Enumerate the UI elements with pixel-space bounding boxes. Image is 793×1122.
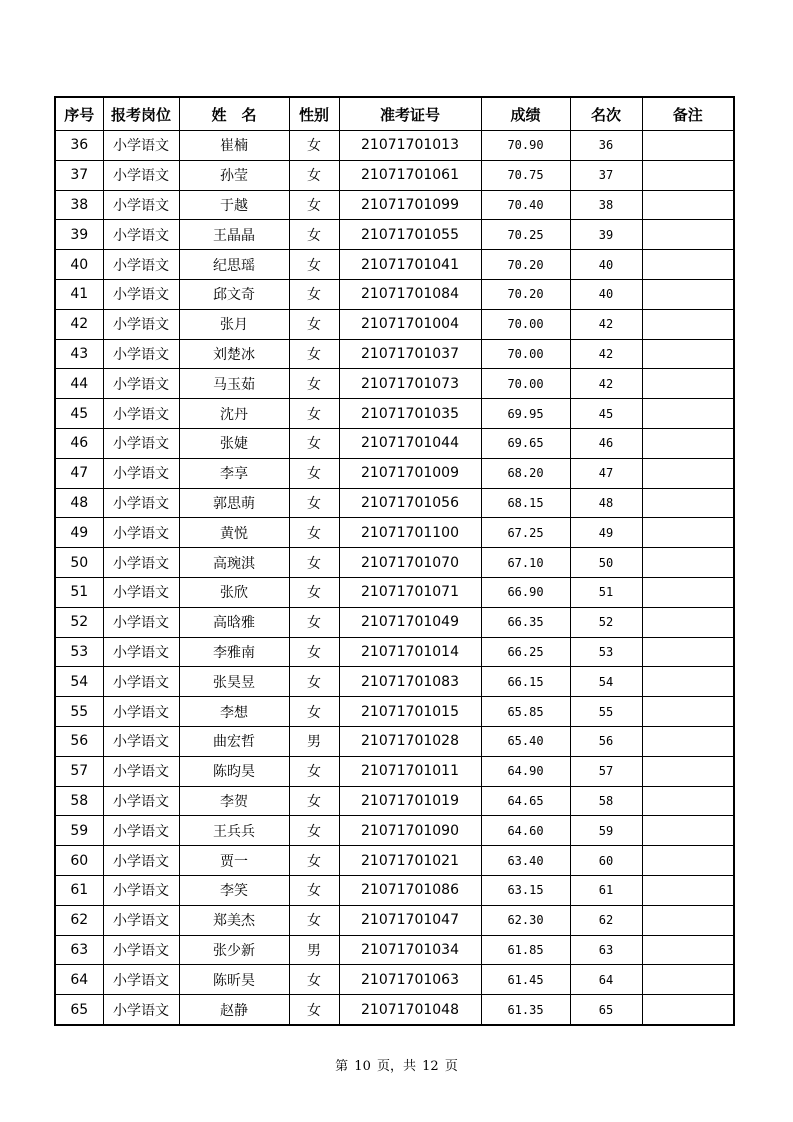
cell-rank: 58 bbox=[570, 786, 642, 816]
table-row bbox=[55, 190, 734, 220]
header-exam-id: 准考证号 bbox=[339, 97, 481, 131]
footer-suffix: 页 bbox=[444, 1059, 458, 1074]
cell-note bbox=[642, 786, 734, 816]
cell-no: 52 bbox=[55, 607, 103, 637]
cell-exam-id: 21071701019 bbox=[339, 786, 481, 816]
cell-score: 70.00 bbox=[481, 339, 570, 369]
cell-no: 62 bbox=[55, 905, 103, 935]
cell-gender: 男 bbox=[289, 726, 339, 756]
cell-exam-id: 21071701035 bbox=[339, 399, 481, 429]
cell-name: 赵静 bbox=[179, 995, 289, 1025]
cell-no: 60 bbox=[55, 846, 103, 876]
cell-note bbox=[642, 995, 734, 1025]
cell-no: 65 bbox=[55, 995, 103, 1025]
cell-name: 张少新 bbox=[179, 935, 289, 965]
cell-rank: 65 bbox=[570, 995, 642, 1025]
cell-no: 42 bbox=[55, 309, 103, 339]
cell-name: 黄悦 bbox=[179, 518, 289, 548]
cell-rank: 39 bbox=[570, 220, 642, 250]
cell-gender: 女 bbox=[289, 965, 339, 995]
table-row bbox=[55, 250, 734, 280]
cell-score: 63.40 bbox=[481, 846, 570, 876]
header-note: 备注 bbox=[642, 97, 734, 131]
cell-score: 67.25 bbox=[481, 518, 570, 548]
cell-exam-id: 21071701048 bbox=[339, 995, 481, 1025]
table-row bbox=[55, 548, 734, 578]
cell-exam-id: 21071701041 bbox=[339, 250, 481, 280]
cell-name: 崔楠 bbox=[179, 131, 289, 161]
cell-score: 63.15 bbox=[481, 875, 570, 905]
cell-post: 小学语文 bbox=[103, 399, 179, 429]
cell-note bbox=[642, 905, 734, 935]
cell-exam-id: 21071701083 bbox=[339, 667, 481, 697]
cell-rank: 50 bbox=[570, 548, 642, 578]
cell-exam-id: 21071701044 bbox=[339, 428, 481, 458]
cell-name: 刘楚冰 bbox=[179, 339, 289, 369]
cell-gender: 女 bbox=[289, 607, 339, 637]
cell-score: 61.85 bbox=[481, 935, 570, 965]
cell-gender: 女 bbox=[289, 756, 339, 786]
cell-gender: 女 bbox=[289, 369, 339, 399]
cell-exam-id: 21071701086 bbox=[339, 875, 481, 905]
cell-score: 69.95 bbox=[481, 399, 570, 429]
cell-name: 李想 bbox=[179, 697, 289, 727]
cell-post: 小学语文 bbox=[103, 190, 179, 220]
table-row bbox=[55, 846, 734, 876]
cell-post: 小学语文 bbox=[103, 816, 179, 846]
cell-score: 64.90 bbox=[481, 756, 570, 786]
cell-post: 小学语文 bbox=[103, 607, 179, 637]
cell-post: 小学语文 bbox=[103, 905, 179, 935]
cell-exam-id: 21071701004 bbox=[339, 309, 481, 339]
cell-rank: 38 bbox=[570, 190, 642, 220]
cell-rank: 42 bbox=[570, 369, 642, 399]
cell-post: 小学语文 bbox=[103, 160, 179, 190]
cell-exam-id: 21071701063 bbox=[339, 965, 481, 995]
cell-note bbox=[642, 518, 734, 548]
cell-no: 56 bbox=[55, 726, 103, 756]
cell-gender: 女 bbox=[289, 637, 339, 667]
cell-score: 70.20 bbox=[481, 250, 570, 280]
cell-post: 小学语文 bbox=[103, 726, 179, 756]
footer-current-page: 10 bbox=[354, 1059, 371, 1074]
cell-gender: 女 bbox=[289, 458, 339, 488]
cell-no: 44 bbox=[55, 369, 103, 399]
cell-no: 50 bbox=[55, 548, 103, 578]
cell-name: 沈丹 bbox=[179, 399, 289, 429]
cell-note bbox=[642, 756, 734, 786]
cell-no: 54 bbox=[55, 667, 103, 697]
cell-gender: 女 bbox=[289, 428, 339, 458]
cell-no: 45 bbox=[55, 399, 103, 429]
table-row bbox=[55, 995, 734, 1025]
cell-name: 王兵兵 bbox=[179, 816, 289, 846]
cell-rank: 60 bbox=[570, 846, 642, 876]
cell-note bbox=[642, 160, 734, 190]
cell-score: 70.75 bbox=[481, 160, 570, 190]
table-row bbox=[55, 399, 734, 429]
cell-exam-id: 21071701028 bbox=[339, 726, 481, 756]
cell-name: 李享 bbox=[179, 458, 289, 488]
cell-no: 59 bbox=[55, 816, 103, 846]
cell-note bbox=[642, 220, 734, 250]
cell-rank: 48 bbox=[570, 488, 642, 518]
header-name: 姓 名 bbox=[179, 97, 289, 131]
cell-score: 64.65 bbox=[481, 786, 570, 816]
footer-middle: 页，共 bbox=[376, 1059, 416, 1074]
cell-name: 贾一 bbox=[179, 846, 289, 876]
table-row bbox=[55, 875, 734, 905]
cell-no: 41 bbox=[55, 279, 103, 309]
cell-no: 48 bbox=[55, 488, 103, 518]
cell-score: 61.45 bbox=[481, 965, 570, 995]
table-row bbox=[55, 279, 734, 309]
cell-name: 曲宏哲 bbox=[179, 726, 289, 756]
cell-rank: 40 bbox=[570, 250, 642, 280]
cell-name: 张月 bbox=[179, 309, 289, 339]
cell-no: 38 bbox=[55, 190, 103, 220]
cell-rank: 52 bbox=[570, 607, 642, 637]
cell-exam-id: 21071701090 bbox=[339, 816, 481, 846]
cell-name: 张昊昱 bbox=[179, 667, 289, 697]
table-row bbox=[55, 816, 734, 846]
cell-score: 65.40 bbox=[481, 726, 570, 756]
cell-name: 张婕 bbox=[179, 428, 289, 458]
cell-gender: 女 bbox=[289, 160, 339, 190]
cell-exam-id: 21071701071 bbox=[339, 577, 481, 607]
cell-score: 66.25 bbox=[481, 637, 570, 667]
cell-exam-id: 21071701014 bbox=[339, 637, 481, 667]
cell-rank: 45 bbox=[570, 399, 642, 429]
cell-name: 于越 bbox=[179, 190, 289, 220]
cell-note bbox=[642, 577, 734, 607]
header-no: 序号 bbox=[55, 97, 103, 131]
table-row bbox=[55, 220, 734, 250]
results-table bbox=[54, 96, 735, 1026]
cell-score: 70.20 bbox=[481, 279, 570, 309]
cell-note bbox=[642, 131, 734, 161]
cell-gender: 女 bbox=[289, 905, 339, 935]
cell-gender: 男 bbox=[289, 935, 339, 965]
footer-total-pages: 12 bbox=[422, 1059, 439, 1074]
cell-note bbox=[642, 190, 734, 220]
cell-post: 小学语文 bbox=[103, 309, 179, 339]
cell-rank: 42 bbox=[570, 309, 642, 339]
cell-exam-id: 21071701047 bbox=[339, 905, 481, 935]
cell-score: 65.85 bbox=[481, 697, 570, 727]
table-row bbox=[55, 160, 734, 190]
footer-prefix: 第 bbox=[335, 1059, 349, 1074]
cell-note bbox=[642, 309, 734, 339]
cell-exam-id: 21071701061 bbox=[339, 160, 481, 190]
cell-no: 61 bbox=[55, 875, 103, 905]
cell-post: 小学语文 bbox=[103, 220, 179, 250]
cell-name: 郭思萌 bbox=[179, 488, 289, 518]
cell-score: 66.35 bbox=[481, 607, 570, 637]
cell-note bbox=[642, 607, 734, 637]
cell-exam-id: 21071701011 bbox=[339, 756, 481, 786]
cell-no: 43 bbox=[55, 339, 103, 369]
cell-note bbox=[642, 369, 734, 399]
cell-note bbox=[642, 548, 734, 578]
cell-exam-id: 21071701021 bbox=[339, 846, 481, 876]
cell-no: 53 bbox=[55, 637, 103, 667]
page-footer bbox=[0, 1055, 793, 1074]
table-row bbox=[55, 458, 734, 488]
cell-no: 51 bbox=[55, 577, 103, 607]
cell-exam-id: 21071701100 bbox=[339, 518, 481, 548]
cell-post: 小学语文 bbox=[103, 131, 179, 161]
cell-exam-id: 21071701049 bbox=[339, 607, 481, 637]
cell-note bbox=[642, 816, 734, 846]
header-score: 成绩 bbox=[481, 97, 570, 131]
cell-no: 39 bbox=[55, 220, 103, 250]
cell-post: 小学语文 bbox=[103, 250, 179, 280]
cell-note bbox=[642, 428, 734, 458]
cell-post: 小学语文 bbox=[103, 488, 179, 518]
header-post: 报考岗位 bbox=[103, 97, 179, 131]
cell-score: 66.90 bbox=[481, 577, 570, 607]
cell-rank: 56 bbox=[570, 726, 642, 756]
table-row bbox=[55, 428, 734, 458]
cell-post: 小学语文 bbox=[103, 667, 179, 697]
cell-score: 64.60 bbox=[481, 816, 570, 846]
cell-score: 61.35 bbox=[481, 995, 570, 1025]
cell-no: 47 bbox=[55, 458, 103, 488]
cell-rank: 51 bbox=[570, 577, 642, 607]
cell-rank: 64 bbox=[570, 965, 642, 995]
cell-post: 小学语文 bbox=[103, 518, 179, 548]
cell-note bbox=[642, 935, 734, 965]
cell-score: 70.40 bbox=[481, 190, 570, 220]
cell-no: 37 bbox=[55, 160, 103, 190]
cell-gender: 女 bbox=[289, 667, 339, 697]
cell-name: 邱文奇 bbox=[179, 279, 289, 309]
cell-note bbox=[642, 726, 734, 756]
table-row bbox=[55, 488, 734, 518]
cell-gender: 女 bbox=[289, 577, 339, 607]
cell-no: 55 bbox=[55, 697, 103, 727]
cell-rank: 59 bbox=[570, 816, 642, 846]
table-row bbox=[55, 935, 734, 965]
cell-gender: 女 bbox=[289, 339, 339, 369]
cell-exam-id: 21071701070 bbox=[339, 548, 481, 578]
cell-note bbox=[642, 458, 734, 488]
cell-gender: 女 bbox=[289, 786, 339, 816]
cell-name: 李贺 bbox=[179, 786, 289, 816]
cell-rank: 42 bbox=[570, 339, 642, 369]
table-row bbox=[55, 965, 734, 995]
cell-post: 小学语文 bbox=[103, 637, 179, 667]
cell-score: 70.00 bbox=[481, 369, 570, 399]
cell-post: 小学语文 bbox=[103, 548, 179, 578]
cell-exam-id: 21071701056 bbox=[339, 488, 481, 518]
cell-post: 小学语文 bbox=[103, 279, 179, 309]
cell-note bbox=[642, 875, 734, 905]
cell-name: 陈昕昊 bbox=[179, 965, 289, 995]
cell-rank: 40 bbox=[570, 279, 642, 309]
cell-name: 郑美杰 bbox=[179, 905, 289, 935]
cell-gender: 女 bbox=[289, 875, 339, 905]
cell-post: 小学语文 bbox=[103, 369, 179, 399]
cell-no: 58 bbox=[55, 786, 103, 816]
cell-rank: 47 bbox=[570, 458, 642, 488]
cell-note bbox=[642, 846, 734, 876]
cell-rank: 61 bbox=[570, 875, 642, 905]
cell-post: 小学语文 bbox=[103, 786, 179, 816]
cell-post: 小学语文 bbox=[103, 339, 179, 369]
cell-note bbox=[642, 637, 734, 667]
cell-post: 小学语文 bbox=[103, 756, 179, 786]
cell-post: 小学语文 bbox=[103, 428, 179, 458]
cell-note bbox=[642, 667, 734, 697]
cell-name: 高琬淇 bbox=[179, 548, 289, 578]
table-row bbox=[55, 607, 734, 637]
cell-name: 纪思瑶 bbox=[179, 250, 289, 280]
cell-rank: 46 bbox=[570, 428, 642, 458]
cell-exam-id: 21071701013 bbox=[339, 131, 481, 161]
cell-rank: 37 bbox=[570, 160, 642, 190]
cell-name: 李雅南 bbox=[179, 637, 289, 667]
cell-rank: 53 bbox=[570, 637, 642, 667]
cell-gender: 女 bbox=[289, 697, 339, 727]
cell-name: 陈昀昊 bbox=[179, 756, 289, 786]
cell-rank: 63 bbox=[570, 935, 642, 965]
table-row bbox=[55, 786, 734, 816]
cell-exam-id: 21071701099 bbox=[339, 190, 481, 220]
cell-gender: 女 bbox=[289, 190, 339, 220]
cell-name: 李笑 bbox=[179, 875, 289, 905]
cell-post: 小学语文 bbox=[103, 697, 179, 727]
cell-score: 70.90 bbox=[481, 131, 570, 161]
cell-gender: 女 bbox=[289, 846, 339, 876]
cell-rank: 55 bbox=[570, 697, 642, 727]
table-row bbox=[55, 577, 734, 607]
cell-no: 57 bbox=[55, 756, 103, 786]
cell-gender: 女 bbox=[289, 250, 339, 280]
table-row bbox=[55, 637, 734, 667]
table-row bbox=[55, 309, 734, 339]
cell-exam-id: 21071701073 bbox=[339, 369, 481, 399]
cell-gender: 女 bbox=[289, 548, 339, 578]
cell-score: 70.25 bbox=[481, 220, 570, 250]
table-row bbox=[55, 726, 734, 756]
cell-name: 高晗雅 bbox=[179, 607, 289, 637]
cell-no: 49 bbox=[55, 518, 103, 548]
cell-rank: 54 bbox=[570, 667, 642, 697]
cell-gender: 女 bbox=[289, 309, 339, 339]
cell-exam-id: 21071701009 bbox=[339, 458, 481, 488]
cell-gender: 女 bbox=[289, 131, 339, 161]
cell-post: 小学语文 bbox=[103, 458, 179, 488]
cell-exam-id: 21071701084 bbox=[339, 279, 481, 309]
cell-note bbox=[642, 488, 734, 518]
cell-rank: 49 bbox=[570, 518, 642, 548]
cell-no: 63 bbox=[55, 935, 103, 965]
header-rank: 名次 bbox=[570, 97, 642, 131]
cell-no: 46 bbox=[55, 428, 103, 458]
cell-gender: 女 bbox=[289, 220, 339, 250]
cell-note bbox=[642, 965, 734, 995]
cell-name: 张欣 bbox=[179, 577, 289, 607]
cell-note bbox=[642, 399, 734, 429]
cell-name: 马玉茹 bbox=[179, 369, 289, 399]
cell-exam-id: 21071701034 bbox=[339, 935, 481, 965]
cell-note bbox=[642, 697, 734, 727]
table-row bbox=[55, 756, 734, 786]
cell-score: 70.00 bbox=[481, 309, 570, 339]
cell-note bbox=[642, 250, 734, 280]
table-row bbox=[55, 518, 734, 548]
table-row bbox=[55, 131, 734, 161]
cell-gender: 女 bbox=[289, 399, 339, 429]
cell-exam-id: 21071701015 bbox=[339, 697, 481, 727]
cell-name: 王晶晶 bbox=[179, 220, 289, 250]
cell-post: 小学语文 bbox=[103, 577, 179, 607]
cell-gender: 女 bbox=[289, 816, 339, 846]
header-gender: 性别 bbox=[289, 97, 339, 131]
cell-gender: 女 bbox=[289, 995, 339, 1025]
cell-score: 69.65 bbox=[481, 428, 570, 458]
table-row bbox=[55, 339, 734, 369]
cell-no: 64 bbox=[55, 965, 103, 995]
cell-no: 36 bbox=[55, 131, 103, 161]
cell-post: 小学语文 bbox=[103, 935, 179, 965]
cell-score: 68.15 bbox=[481, 488, 570, 518]
cell-post: 小学语文 bbox=[103, 875, 179, 905]
cell-rank: 62 bbox=[570, 905, 642, 935]
table-header bbox=[55, 97, 734, 131]
cell-gender: 女 bbox=[289, 518, 339, 548]
cell-exam-id: 21071701037 bbox=[339, 339, 481, 369]
cell-rank: 57 bbox=[570, 756, 642, 786]
header-row bbox=[55, 97, 734, 131]
cell-note bbox=[642, 279, 734, 309]
cell-score: 67.10 bbox=[481, 548, 570, 578]
cell-score: 62.30 bbox=[481, 905, 570, 935]
cell-rank: 36 bbox=[570, 131, 642, 161]
table-row bbox=[55, 905, 734, 935]
cell-gender: 女 bbox=[289, 488, 339, 518]
cell-note bbox=[642, 339, 734, 369]
cell-score: 68.20 bbox=[481, 458, 570, 488]
cell-name: 孙莹 bbox=[179, 160, 289, 190]
table-row bbox=[55, 369, 734, 399]
table-body bbox=[55, 131, 734, 1025]
cell-exam-id: 21071701055 bbox=[339, 220, 481, 250]
table-row bbox=[55, 667, 734, 697]
cell-post: 小学语文 bbox=[103, 965, 179, 995]
table-row bbox=[55, 697, 734, 727]
cell-post: 小学语文 bbox=[103, 846, 179, 876]
cell-gender: 女 bbox=[289, 279, 339, 309]
cell-post: 小学语文 bbox=[103, 995, 179, 1025]
cell-no: 40 bbox=[55, 250, 103, 280]
cell-score: 66.15 bbox=[481, 667, 570, 697]
